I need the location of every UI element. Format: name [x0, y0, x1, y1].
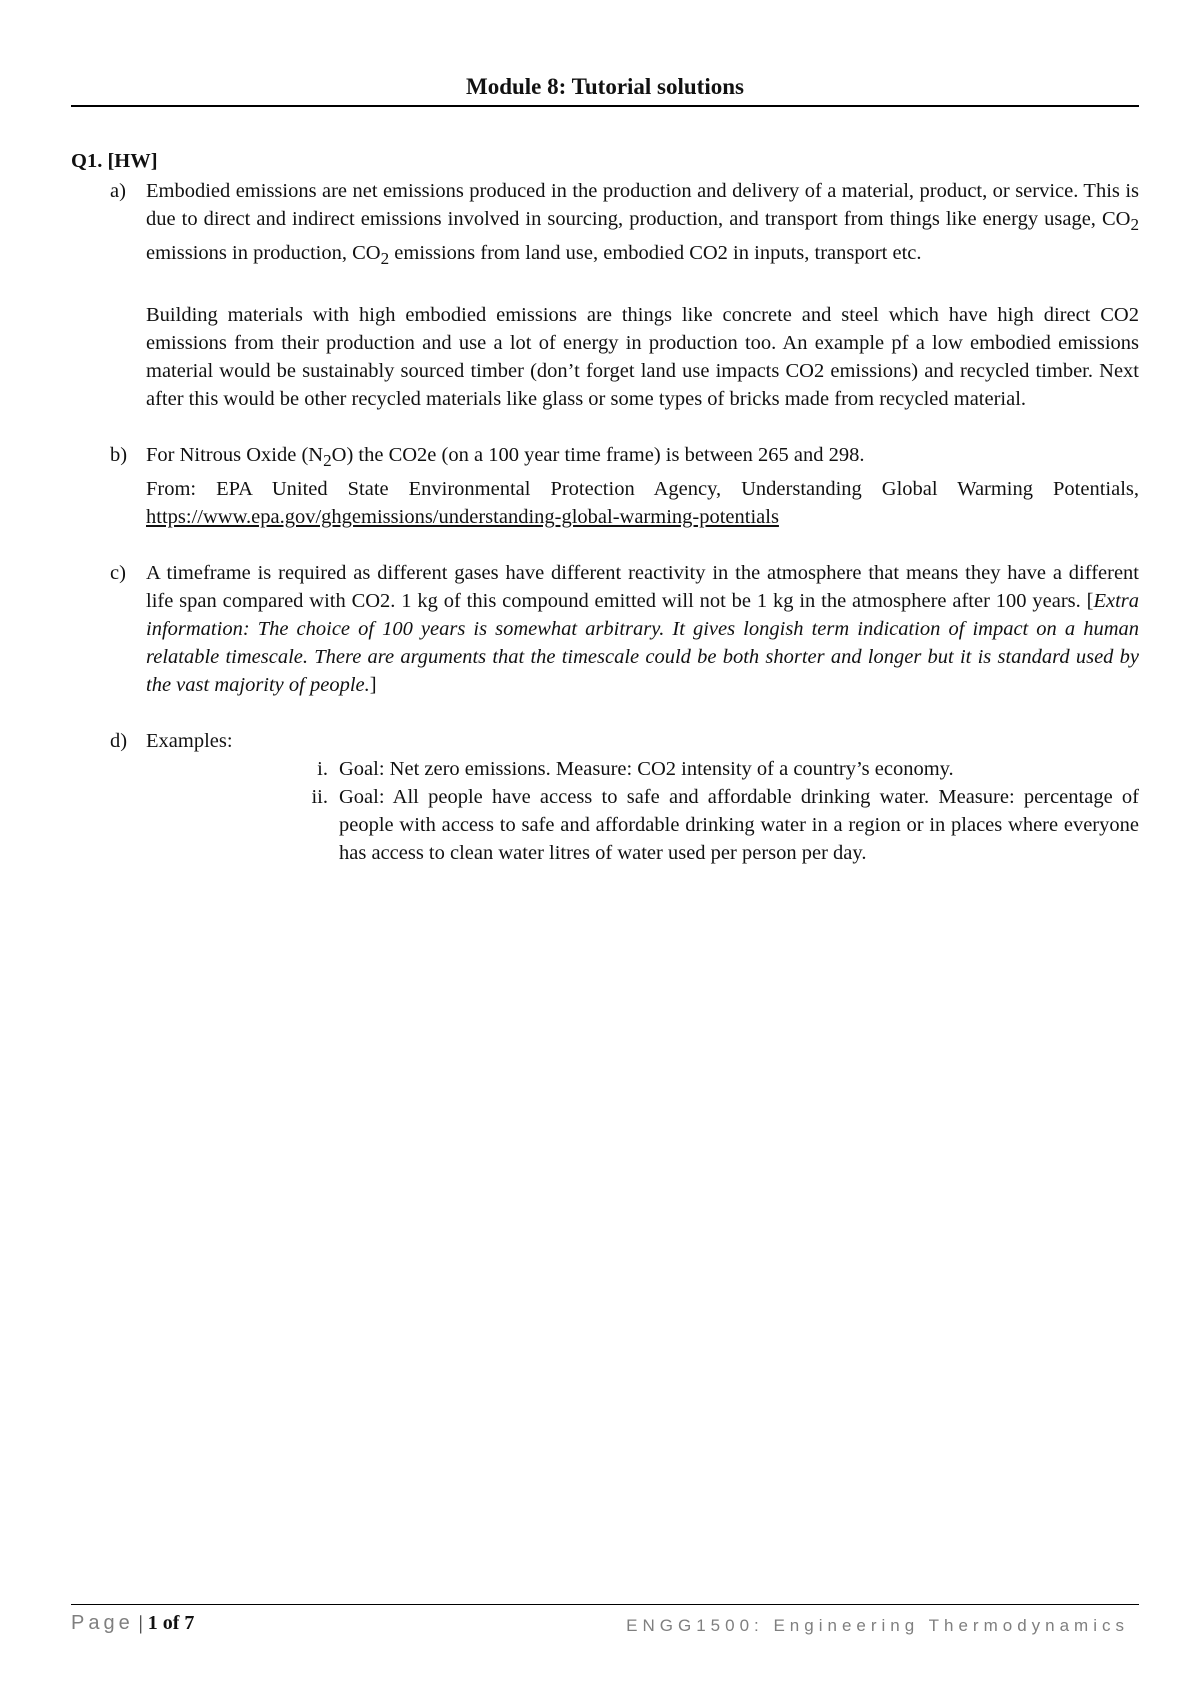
answer-label-a: a) [110, 180, 126, 202]
footer-divider [71, 1604, 1139, 1605]
answer-label-d: d) [110, 730, 128, 753]
examples-list [292, 755, 1139, 867]
list-number: i. [317, 758, 328, 781]
list-item: ii. Goal: All people have access to safe and affordable drinking water. Measure: percentage of people with access to safe and affordable drinking water in a region or in places where everyone has access to clean water litres of water used per person per day. [292, 783, 1139, 867]
extra-information: Extra information: The choice of 100 years is somewhat arbitrary. It gives longish term indication of impact on a human relatable timescale. There are arguments that the timescale could be both shorter and longer but it is standard used by the vast majority of people. [146, 590, 1139, 697]
answer-a-paragraph-1: Embodied emissions are net emissions produced in the production and delivery of a material, product, or service. This is due to direct and indirect emissions involved in sourcing, production, and transport from things like energy usage, $CO_2$ emissions in production, $CO_2$ emissions from land use, embodied CO2 in inputs, transport etc. [146, 180, 1139, 269]
title-divider [71, 105, 1139, 107]
question-heading: Q1. [HW] [71, 150, 158, 172]
answer-a-paragraph-2: Building materials with high embodied emissions are things like concrete and steel which have high direct CO2 emissions from their production and use a lot of energy in production too. An example pf a low embodied emissions material would be sustainably sourced timber (don’t forget land use impacts CO2 emissions) and recycled timber. Next after this would be other recycled materials like glass or some types of bricks made from recycled material. [146, 304, 1139, 411]
answer-label-b: b) [110, 444, 128, 467]
answer-c-paragraph: A timeframe is required as different gases have different reactivity in the atmosphere that means they have a different life span compared with CO2. 1 kg of this compound emitted will not be 1 kg in the atmosphere after 100 years. [Extra information: The choice of 100 years is somewhat arbitrary. It gives longish term indication of impact on a human relatable timescale. There are arguments that the timescale could be both shorter and longer but it is standard used by the vast majority of people.] [146, 562, 1139, 697]
list-number: ii. [311, 786, 328, 809]
list-item: i. Goal: Net zero emissions. Measure: CO2 intensity of a country’s economy. [292, 755, 1139, 783]
answer-b [71, 441, 1139, 531]
page-number-footer: Page | 1 of 7 [71, 1612, 195, 1634]
answer-b-source: From: EPA United State Environmental Protection Agency, Understanding Global Warming Potentials, https://www.epa.gov/ghgemissions/understanding-global-warming-potentials [146, 478, 1139, 529]
answer-b-line-1: For Nitrous Oxide $(N_2O)$ the CO2e (on a 100 year time frame) is between 265 and 298. [146, 444, 865, 471]
answer-c [71, 559, 1139, 699]
epa-link[interactable]: https://www.epa.gov/ghgemissions/understanding-global-warming-potentials [146, 506, 779, 529]
course-footer: ENGG1500: Engineering Thermodynamics [626, 1616, 1129, 1635]
page-title: Module 8: Tutorial solutions [466, 74, 744, 99]
answer-label-c: c) [110, 562, 126, 585]
answer-a [71, 177, 1139, 413]
answer-d [71, 727, 1139, 755]
document-body [71, 147, 1139, 867]
examples-intro: Examples: [146, 730, 233, 753]
